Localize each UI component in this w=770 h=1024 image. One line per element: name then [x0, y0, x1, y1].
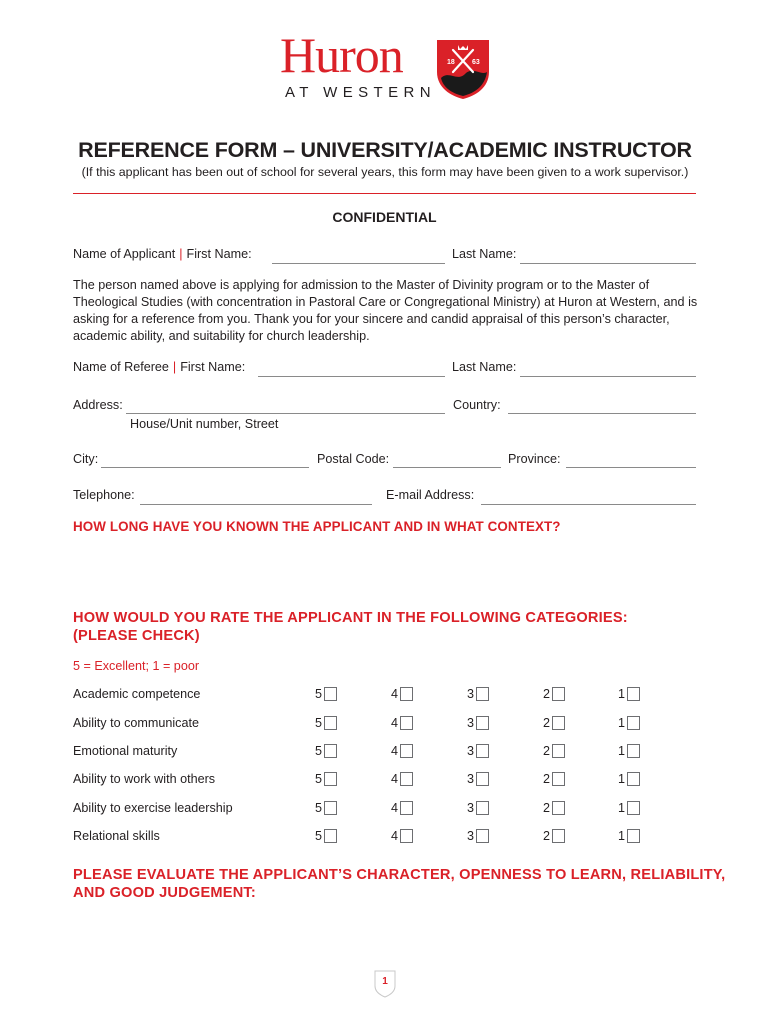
applicant-section-label: Name of Applicant [73, 247, 176, 261]
referee-last-name-label: Last Name: [452, 360, 517, 374]
rating-option [618, 772, 640, 786]
separator: | [179, 247, 183, 261]
rating-value: 1 [618, 716, 626, 730]
rating-checkbox[interactable] [324, 772, 337, 786]
header-divider [73, 193, 696, 194]
rating-value: 4 [391, 687, 399, 701]
rating-value: 5 [315, 687, 323, 701]
rating-option [315, 716, 337, 730]
rating-value: 3 [467, 772, 475, 786]
rating-option [315, 801, 337, 815]
rating-value: 3 [467, 687, 475, 701]
logo-subwordmark: AT WESTERN [285, 84, 436, 101]
rating-checkbox[interactable] [627, 687, 640, 701]
page-number [373, 970, 397, 998]
rating-option [618, 744, 640, 758]
rating-value: 5 [315, 744, 323, 758]
rating-option [467, 687, 489, 701]
rating-checkbox[interactable] [627, 801, 640, 815]
referee-first-name-label: First Name: [180, 360, 246, 374]
address-label: Address: [73, 398, 123, 412]
rating-checkbox[interactable] [324, 744, 337, 758]
city-label: City: [73, 452, 99, 466]
referee-name-label [73, 360, 245, 374]
rating-question [73, 609, 628, 645]
rating-option [543, 829, 565, 843]
rating-value: 1 [618, 801, 626, 815]
page-number-text: 1 [382, 976, 388, 987]
rating-option [618, 801, 640, 815]
rating-checkbox[interactable] [476, 829, 489, 843]
rating-option [618, 829, 640, 843]
confidential-heading: CONFIDENTIAL [332, 209, 437, 225]
known-applicant-question: HOW LONG HAVE YOU KNOWN THE APPLICANT AND IN WHAT CONTEXT? [73, 519, 561, 534]
email-field[interactable] [481, 504, 696, 505]
rating-question-line-2: (PLEASE CHECK) [73, 628, 200, 644]
rating-option [467, 801, 489, 815]
rating-checkbox[interactable] [552, 687, 565, 701]
rating-option [467, 829, 489, 843]
rating-option [315, 687, 337, 701]
separator: | [172, 360, 177, 374]
rating-value: 2 [543, 716, 551, 730]
rating-option [618, 716, 640, 730]
rating-checkbox[interactable] [324, 716, 337, 730]
rating-value: 3 [467, 744, 475, 758]
rating-option [391, 829, 413, 843]
rating-option [391, 744, 413, 758]
crest-year-left: 18 [447, 59, 455, 66]
rating-category-label: Ability to exercise leadership [73, 801, 233, 815]
rating-category-label: Academic competence [73, 687, 201, 701]
rating-checkbox[interactable] [552, 744, 565, 758]
rating-value: 2 [543, 687, 551, 701]
rating-value: 4 [391, 716, 399, 730]
rating-checkbox[interactable] [552, 716, 565, 730]
rating-option [315, 772, 337, 786]
rating-option [391, 801, 413, 815]
rating-checkbox[interactable] [627, 744, 640, 758]
rating-option [467, 716, 489, 730]
referee-first-name-field[interactable] [258, 376, 445, 377]
evaluate-question-line-2: AND GOOD JUDGEMENT: [73, 885, 256, 901]
address-field[interactable] [126, 413, 445, 414]
huron-logo [280, 27, 492, 104]
rating-scale-legend: 5 = Excellent; 1 = poor [73, 659, 200, 673]
crest-year-right: 63 [472, 59, 480, 66]
country-label: Country: [453, 398, 501, 412]
country-field[interactable] [508, 413, 696, 414]
rating-checkbox[interactable] [552, 801, 565, 815]
rating-checkbox[interactable] [627, 716, 640, 730]
postal-code-field[interactable] [393, 467, 501, 468]
rating-value: 3 [467, 716, 475, 730]
rating-option [543, 801, 565, 815]
form-title: REFERENCE FORM – UNIVERSITY/ACADEMIC INSTRUCTOR [78, 138, 692, 162]
email-label: E-mail Address: [386, 488, 475, 502]
rating-value: 5 [315, 801, 323, 815]
referee-last-name-field[interactable] [520, 376, 696, 377]
rating-checkbox[interactable] [324, 801, 337, 815]
rating-option [391, 687, 413, 701]
rating-value: 1 [618, 744, 626, 758]
province-label: Province: [508, 452, 561, 466]
rating-value: 3 [467, 801, 475, 815]
rating-checkbox[interactable] [400, 744, 413, 758]
telephone-field[interactable] [140, 504, 372, 505]
rating-value: 2 [543, 772, 551, 786]
rating-option [391, 772, 413, 786]
evaluate-question [73, 866, 725, 902]
intro-paragraph: The person named above is applying for admission to the Master of Divinity program or to the Master of Theological Studies (with concentration in Pastoral Care or Congregational Ministry) at Huron at Western, and is asking for a reference from you. Thank you for your sincere and candid appraisal of this person’s character, academic ability, and suitability for church leadership. [73, 278, 698, 343]
rating-checkbox[interactable] [400, 829, 413, 843]
rating-option [618, 687, 640, 701]
rating-value: 2 [543, 744, 551, 758]
crest-icon [435, 38, 491, 100]
rating-checkbox[interactable] [324, 687, 337, 701]
rating-value: 4 [391, 801, 399, 815]
applicant-first-name-label: First Name: [186, 247, 252, 261]
rating-option [543, 687, 565, 701]
rating-category-label: Relational skills [73, 829, 160, 843]
rating-value: 5 [315, 772, 323, 786]
rating-option [543, 716, 565, 730]
logo-wordmark: Huron [280, 27, 403, 83]
rating-option [467, 772, 489, 786]
rating-checkbox[interactable] [552, 772, 565, 786]
rating-checkbox[interactable] [400, 687, 413, 701]
province-field[interactable] [566, 467, 696, 468]
rating-value: 4 [391, 829, 399, 843]
rating-checkbox[interactable] [476, 744, 489, 758]
rating-checkbox[interactable] [400, 772, 413, 786]
evaluate-answer-area[interactable] [73, 906, 696, 961]
referee-section-label: Name of Referee [73, 360, 169, 374]
rating-checkbox[interactable] [324, 829, 337, 843]
form-subtitle: (If this applicant has been out of school for several years, this form may have been given to a work supervisor.) [81, 165, 689, 179]
applicant-first-name-field[interactable] [272, 263, 445, 264]
known-applicant-answer-area[interactable] [73, 540, 696, 600]
rating-checkbox[interactable] [552, 829, 565, 843]
postal-code-label: Postal Code: [317, 452, 390, 466]
rating-value: 4 [391, 772, 399, 786]
rating-checkbox[interactable] [476, 687, 489, 701]
rating-checkbox[interactable] [400, 716, 413, 730]
applicant-last-name-field[interactable] [520, 263, 696, 264]
city-field[interactable] [101, 467, 309, 468]
evaluate-question-line-1: PLEASE EVALUATE THE APPLICANT’S CHARACTER, OPENNESS TO LEARN, RELIABILITY, [73, 867, 726, 883]
rating-value: 1 [618, 772, 626, 786]
rating-option [315, 744, 337, 758]
rating-value: 5 [315, 829, 323, 843]
rating-value: 3 [467, 829, 475, 843]
rating-value: 1 [618, 687, 626, 701]
applicant-last-name-label: Last Name: [452, 247, 517, 261]
rating-category-label: Ability to communicate [73, 716, 199, 730]
rating-checkbox[interactable] [400, 801, 413, 815]
address-hint: House/Unit number, Street [130, 417, 279, 431]
applicant-name-label [73, 247, 252, 261]
telephone-label: Telephone: [73, 488, 135, 502]
rating-question-line-1: HOW WOULD YOU RATE THE APPLICANT IN THE FOLLOWING CATEGORIES: [73, 610, 628, 626]
rating-option [543, 772, 565, 786]
rating-option [391, 716, 413, 730]
rating-checkbox[interactable] [476, 801, 489, 815]
rating-value: 2 [543, 801, 551, 815]
rating-category-label: Ability to work with others [73, 772, 216, 786]
rating-value: 5 [315, 716, 323, 730]
rating-checkbox[interactable] [627, 772, 640, 786]
rating-option [467, 744, 489, 758]
rating-value: 1 [618, 829, 626, 843]
rating-checkbox[interactable] [476, 772, 489, 786]
rating-category-label: Emotional maturity [73, 744, 178, 758]
rating-option [543, 744, 565, 758]
rating-value: 4 [391, 744, 399, 758]
rating-value: 2 [543, 829, 551, 843]
rating-checkbox[interactable] [476, 716, 489, 730]
rating-checkbox[interactable] [627, 829, 640, 843]
rating-option [315, 829, 337, 843]
